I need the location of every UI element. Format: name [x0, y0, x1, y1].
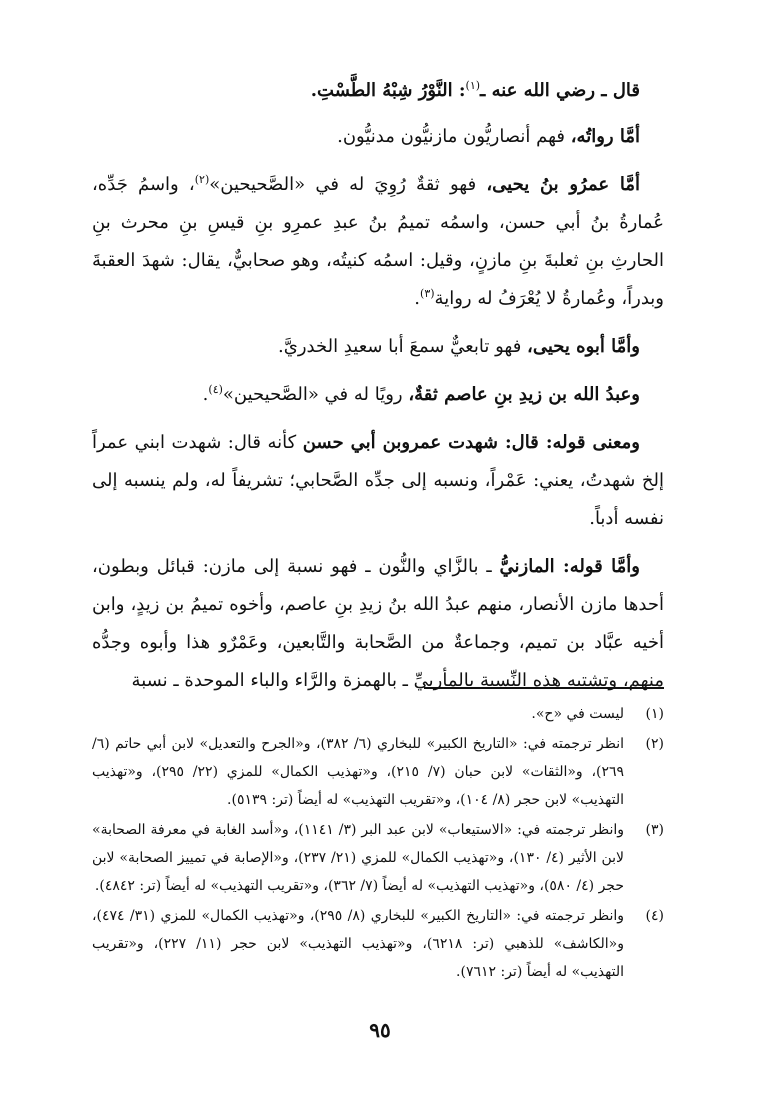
- paragraph-3-lead: أمَّا عمرُو بنُ يحيى،: [486, 174, 640, 195]
- paragraph-3-text-2: ، واسمُ جَدِّه، عُمارةُ بنُ أبي حسن، واسمُه تميمُ بنُ عبدِ عمرِو بنِ قيسِ بنِ محرث بنِ الحارثِ بنِ ثعلبةَ بنِ مازنٍ، وقيل: اسمُه كنيتُه، وهو صحابيٌّ، يقال: شهدَ العقبةَ وبدراً، وعُمارةُ لا يُعْرَفُ له رواية: [92, 174, 664, 309]
- paragraph-1: [92, 72, 664, 110]
- paragraph-6: [92, 424, 664, 538]
- paragraph-3-text-1: فهو ثقةٌ رُوِيَ له في «الصَّحيحين»: [209, 174, 487, 195]
- paragraph-7: [92, 548, 664, 700]
- footnote-number: (١): [645, 706, 664, 722]
- paragraph-4: [92, 328, 664, 366]
- footnote-text: انظر ترجمته في: «التاريخ الكبير» للبخاري (٦/ ٣٨٢)، و«الجرح والتعديل» لابن أبي حاتم (٦/ ٢٦٩)، و«الثقات» لابن حبان (٧/ ٢١٥)، و«تهذيب الكمال» للمزي (٢٢/ ٢٩٥)، و«تهذيب التهذيب» لابن حجر (٨/ ١٠٤)، و«تقريب التهذيب» له أيضاً (تر: ٥١٣٩).: [92, 736, 625, 808]
- footnote-number: (٣): [645, 822, 664, 838]
- paragraph-5-text-2: .: [202, 384, 209, 405]
- paragraph-2-lead: أمَّا رواتُه،: [570, 126, 640, 147]
- paragraph-7-text: ـ بالزَّاي والنُّون ـ فهو نسبة إلى مازن: قبائل وبطون، أحدها مازن الأنصار، منهم عبدُ الله بنُ زيدِ بنِ عاصم، وأخوه تميمُ بن زيدٍ، وابن أخيه عبَّاد بن تميم، وجماعةٌ من الصَّحابة والتَّابعين، وعَمْرٌو هذا وأبوه وجدُّه منهم، وتشتبه هذه النِّسبة بالمأربيِّ ـ بالهمزة والرَّاء والباء الموحدة ـ نسبة: [92, 556, 664, 691]
- footnote-text: ليست في «ح».: [531, 706, 624, 722]
- footnotes: [92, 700, 664, 988]
- paragraph-5-text: رويًا له في «الصَّحيحين»: [222, 384, 409, 405]
- paragraph-7-lead: وأمَّا قوله: المازنيُّ: [499, 556, 640, 577]
- paragraph-6-lead: ومعنى قوله: قال: شهدت عمروبن أبي حسن: [302, 432, 640, 453]
- footnote-4: [92, 902, 664, 986]
- footnote-3: [92, 816, 664, 900]
- footnote-marker-4: (٤): [208, 383, 223, 396]
- footnote-number: (٤): [645, 908, 664, 924]
- footnote-marker-2: (٢): [194, 173, 210, 186]
- paragraph-2: [92, 118, 664, 156]
- paragraph-5-lead: وعبدُ الله بن زيدِ بنِ عاصم ثقةٌ،: [408, 384, 640, 405]
- footnote-text: وانظر ترجمته في: «الاستيعاب» لابن عبد البر (٣/ ١١٤١)، و«أسد الغابة في معرفة الصحابة» لابن الأثير (٤/ ١٣٠)، و«تهذيب الكمال» للمزي (٢١/ ٢٣٧)، و«الإصابة في تمييز الصحابة» لابن حجر (٤/ ٥٨٠)، و«تهذيب التهذيب» له أيضاً (٧/ ٣٦٢)، و«تقريب التهذيب» له أيضاً (تر: ٤٨٤٢).: [92, 822, 624, 894]
- footnote-divider: [424, 687, 664, 689]
- page-number: ٩٥: [369, 1018, 391, 1042]
- main-text: [92, 72, 664, 710]
- footnote-1: [92, 700, 664, 728]
- footnote-2: [92, 730, 664, 814]
- paragraph-6-text: كأنه قال: شهدت ابني عمراً إلخ شهدتُ، يعني: عَمْراً، ونسبه إلى جدِّه الصَّحابي؛ تشريفاً له، ولم ينسبه إلى نفسه أدباً.: [92, 432, 664, 529]
- paragraph-5: [92, 376, 664, 414]
- paragraph-4-text: فهو تابعيٌّ سمعَ أبا سعيدِ الخدريَّ.: [278, 336, 528, 357]
- footnote-marker-3: (٣): [420, 287, 435, 300]
- paragraph-1-lead: قال ـ رضي الله عنه ـ: [480, 80, 640, 101]
- paragraph-2-text: فهم أنصاريُّون مازنيُّون مدنيُّون.: [337, 126, 571, 147]
- paragraph-4-lead: وأمَّا أبوه يحيى،: [527, 336, 640, 357]
- footnote-number: (٢): [645, 736, 664, 752]
- paragraph-3: [92, 166, 664, 318]
- paragraph-1-text: : النَّوْرُ شِبْهُ الطَّسْتِ.: [310, 80, 466, 101]
- paragraph-3-text-3: .: [414, 288, 421, 309]
- footnote-marker-1: (١): [465, 79, 481, 92]
- footnote-text: وانظر ترجمته في: «التاريخ الكبير» للبخاري (٨/ ٢٩٥)، و«تهذيب الكمال» للمزي (٣١/ ٤٧٤)، و«الكاشف» للذهبي (تر: ٦٢١٨)، و«تهذيب التهذيب» لابن حجر (١١/ ٢٢٧)، و«تقريب التهذيب» له أيضاً (تر: ٧٦١٢).: [92, 908, 625, 980]
